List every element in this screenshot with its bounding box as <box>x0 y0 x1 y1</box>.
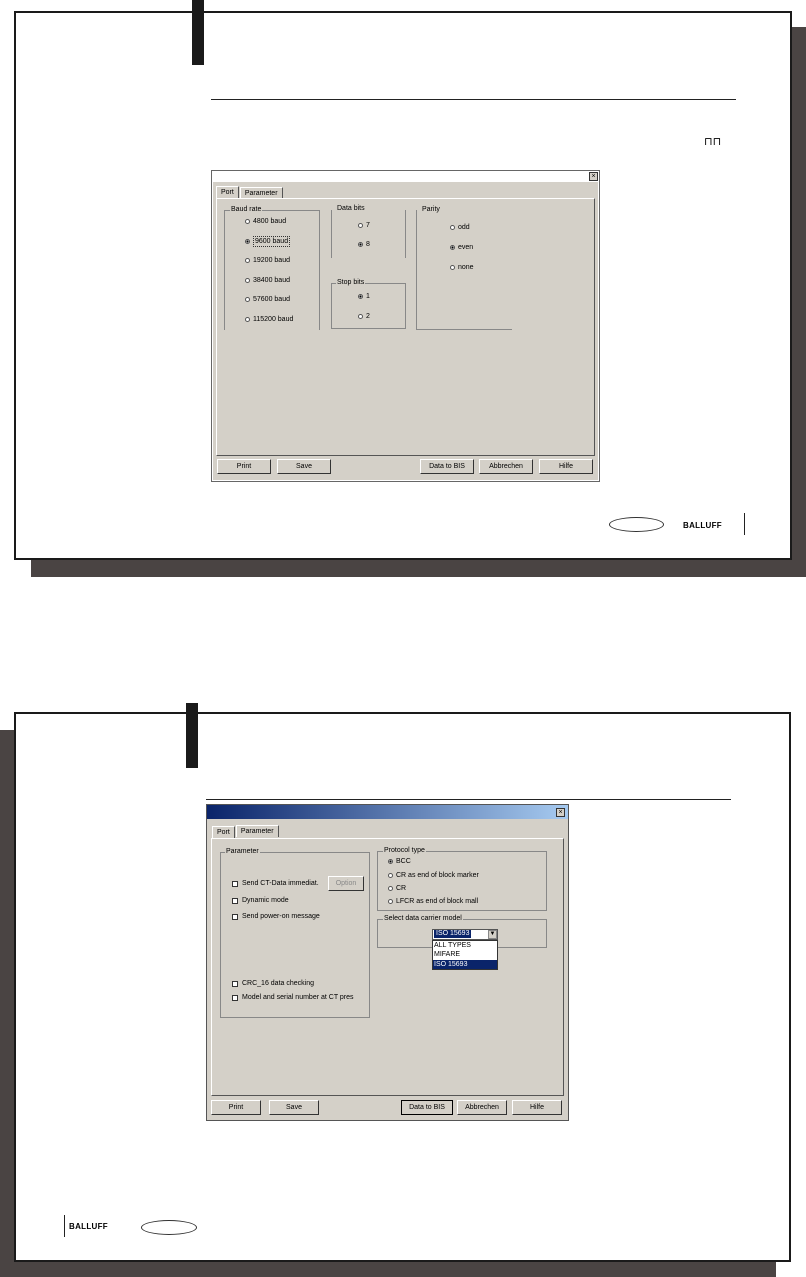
stop-bits-option-label: 1 <box>366 293 370 300</box>
baud-option-label: 4800 baud <box>253 218 287 225</box>
baud-option-label: 19200 baud <box>253 257 290 264</box>
radio-selected-icon <box>358 242 363 247</box>
radio-icon <box>245 258 250 263</box>
parity-option-label: even <box>458 244 474 251</box>
checkbox-icon <box>232 995 238 1001</box>
baud-4800-radio[interactable] <box>245 217 286 226</box>
radio-icon <box>388 873 393 878</box>
stop-bits-label: Stop bits <box>337 279 365 286</box>
data-bits-label: Data bits <box>337 205 365 212</box>
page2-header-rule <box>206 799 731 800</box>
checkbox-icon <box>232 914 238 920</box>
checkbox-icon <box>232 981 238 987</box>
checkbox-icon <box>232 881 238 887</box>
checkbox-icon <box>232 898 238 904</box>
protocol-option-label: CR <box>396 885 407 892</box>
print-button[interactable]: Print <box>211 1100 261 1115</box>
data-carrier-selected-value: ISO 15693 <box>436 930 470 937</box>
option-button[interactable]: Option <box>328 876 364 891</box>
data-bits-8-radio[interactable] <box>358 240 370 249</box>
checkbox-label: Model and serial number at CT pres <box>242 994 354 1001</box>
page1-header-rule <box>211 99 736 100</box>
protocol-cr-end-radio[interactable] <box>388 871 479 880</box>
baud-57600-radio[interactable] <box>245 295 290 304</box>
baud-option-label: 115200 baud <box>253 316 294 323</box>
radio-selected-icon <box>450 245 455 250</box>
stop-bits-2-radio[interactable] <box>358 312 370 321</box>
protocol-type-label: Protocol type <box>384 847 425 854</box>
data-bits-option-label: 8 <box>366 241 370 248</box>
model-serial-checkbox[interactable] <box>232 993 354 1002</box>
crc16-checkbox[interactable] <box>232 979 314 988</box>
radio-icon <box>245 317 250 322</box>
baud-option-label: 57600 baud <box>253 296 290 303</box>
tab-parameter[interactable]: Parameter <box>240 187 283 199</box>
parity-option-label: none <box>458 264 474 271</box>
close-icon[interactable]: × <box>556 808 565 817</box>
close-icon[interactable]: × <box>589 172 598 181</box>
page2-footer-divider <box>64 1215 65 1237</box>
save-button[interactable]: Save <box>277 459 331 474</box>
page1-chapter-bar <box>192 0 204 65</box>
baud-option-label: 38400 baud <box>253 277 290 284</box>
parity-none-radio[interactable] <box>450 263 474 272</box>
tab-port[interactable]: Port <box>212 826 235 838</box>
save-button[interactable]: Save <box>269 1100 319 1115</box>
cancel-button[interactable]: Abbrechen <box>457 1100 507 1115</box>
parameter-dialog-tabs <box>212 826 280 838</box>
checkbox-label: CRC_16 data checking <box>242 980 314 987</box>
data-bits-7-radio[interactable] <box>358 221 370 230</box>
tab-parameter[interactable]: Parameter <box>236 825 279 837</box>
protocol-option-label: BCC <box>396 858 411 865</box>
radio-icon <box>388 899 393 904</box>
stop-bits-group <box>331 283 406 329</box>
parameter-dialog-titlebar <box>207 805 568 819</box>
page2-footer-oval <box>141 1220 197 1235</box>
print-button[interactable]: Print <box>217 459 271 474</box>
cancel-button[interactable]: Abbrechen <box>479 459 533 474</box>
radio-icon <box>245 297 250 302</box>
baud-9600-radio[interactable] <box>245 236 290 247</box>
protocol-lfcr-radio[interactable] <box>388 897 478 906</box>
data-to-bis-button[interactable]: Data to BIS <box>420 459 474 474</box>
checkbox-label: Dynamic mode <box>242 897 289 904</box>
dropdown-option-iso15693[interactable]: ISO 15693 <box>433 960 497 969</box>
chevron-down-icon[interactable]: ▼ <box>489 931 496 937</box>
dynamic-mode-checkbox[interactable] <box>232 896 289 905</box>
dropdown-option-all-types[interactable]: ALL TYPES <box>434 942 471 949</box>
radio-selected-icon <box>388 859 393 864</box>
baud-19200-radio[interactable] <box>245 256 290 265</box>
baud-rate-label: Baud rate <box>231 206 262 213</box>
parity-label: Parity <box>422 206 440 213</box>
radio-icon <box>450 225 455 230</box>
baud-option-label: 9600 baud <box>255 238 289 245</box>
protocol-option-label: LFCR as end of block mall <box>396 898 479 905</box>
parity-even-radio[interactable] <box>450 243 473 252</box>
radio-icon <box>245 278 250 283</box>
checkbox-label: Send CT-Data immediat. <box>242 880 319 887</box>
protocol-bcc-radio[interactable] <box>388 857 411 866</box>
page2-chapter-bar <box>186 703 198 768</box>
checkbox-label: Send power-on message <box>242 913 320 920</box>
tab-port[interactable]: Port <box>216 186 239 198</box>
page1-footer-divider <box>744 513 745 535</box>
stop-bits-1-radio[interactable] <box>358 292 370 301</box>
balluff-logo: BALLUFF <box>69 1222 108 1231</box>
page1-footer-oval <box>609 517 664 532</box>
power-on-message-checkbox[interactable] <box>232 912 320 921</box>
help-button[interactable]: Hilfe <box>512 1100 562 1115</box>
data-bits-option-label: 7 <box>366 222 370 229</box>
help-button[interactable]: Hilfe <box>539 459 593 474</box>
radio-icon <box>358 223 363 228</box>
parity-option-label: odd <box>458 224 470 231</box>
radio-icon <box>245 219 250 224</box>
data-to-bis-button[interactable]: Data to BIS <box>401 1100 453 1115</box>
stop-bits-option-label: 2 <box>366 313 370 320</box>
data-carrier-label: Select data carrier model <box>384 915 462 922</box>
radio-icon <box>388 886 393 891</box>
parity-odd-radio[interactable] <box>450 223 470 232</box>
data-bits-group <box>331 210 406 258</box>
balluff-logo: BALLUFF <box>683 521 722 530</box>
protocol-option-label: CR as end of block marker <box>396 872 479 879</box>
baud-rate-group <box>224 210 320 330</box>
radio-selected-icon <box>245 239 250 244</box>
protocol-cr-radio[interactable] <box>388 884 406 893</box>
send-ct-data-checkbox[interactable] <box>232 879 319 888</box>
parameter-group-label: Parameter <box>226 848 259 855</box>
baud-38400-radio[interactable] <box>245 276 290 285</box>
radio-icon <box>450 265 455 270</box>
baud-115200-radio[interactable] <box>245 315 293 324</box>
radio-selected-icon <box>358 294 363 299</box>
dropdown-option-mifare[interactable]: MIFARE <box>434 951 461 958</box>
page1-book-icon: ⊓⊓ <box>704 136 722 148</box>
radio-icon <box>358 314 363 319</box>
